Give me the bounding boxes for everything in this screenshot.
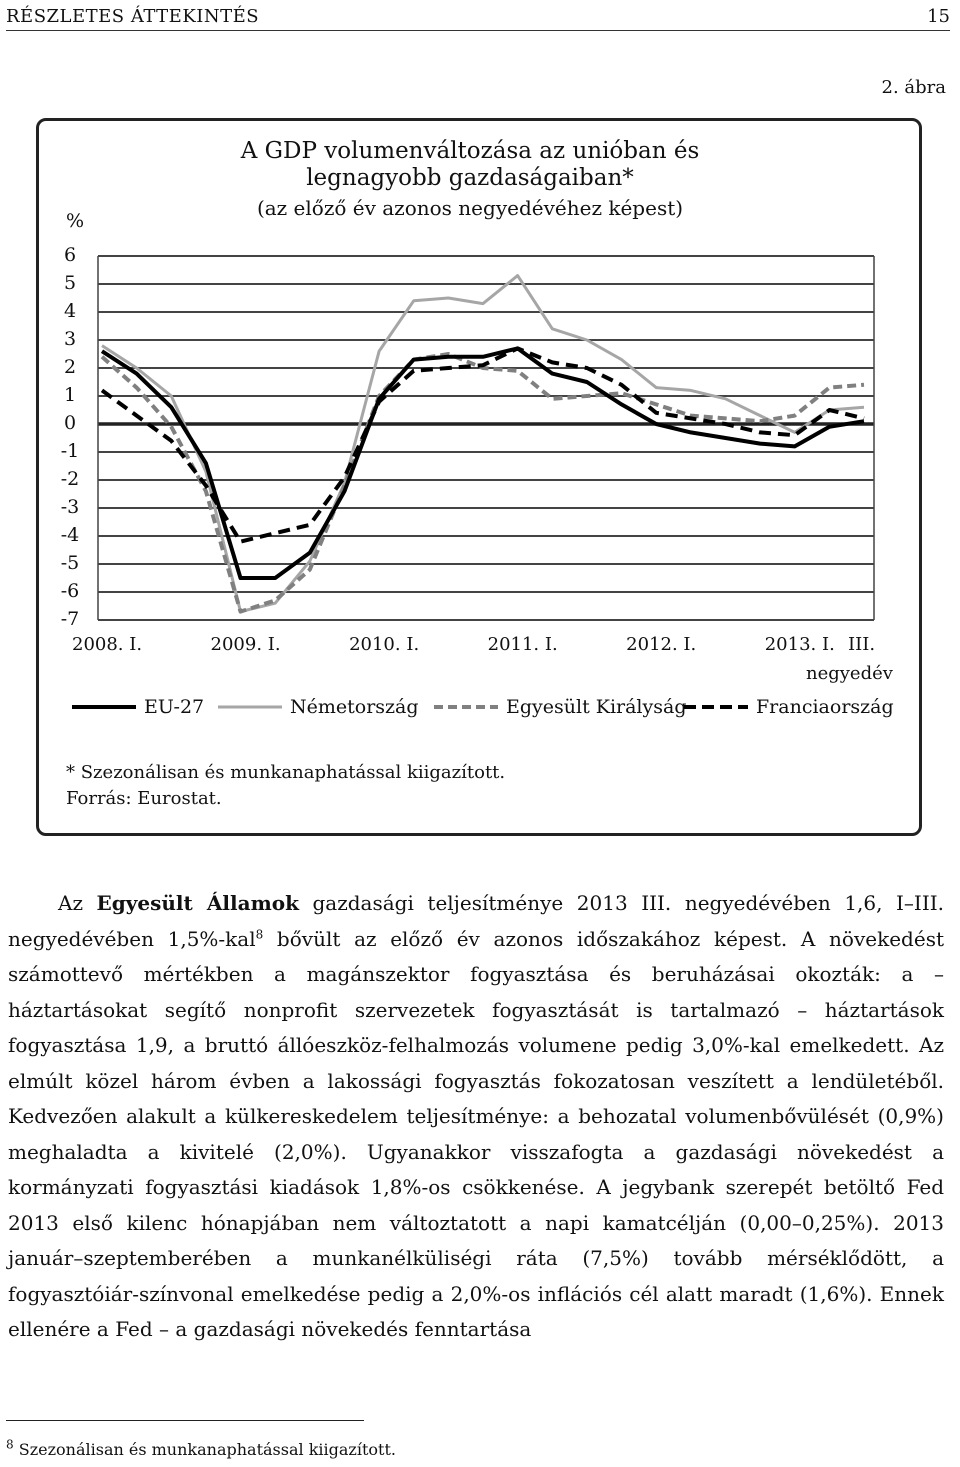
legend-swatch-egyesult-kiralysag xyxy=(434,702,498,712)
legend-item-eu27 xyxy=(72,696,204,718)
y-tick-label: -3 xyxy=(60,496,80,518)
y-tick-label: -1 xyxy=(60,440,80,462)
footnote-ref: 8 xyxy=(255,926,264,941)
legend-item-franciaorszag xyxy=(684,696,894,718)
body-text xyxy=(8,886,944,1348)
emphasis-us: Egyesült Államok xyxy=(96,891,299,915)
section-title: RÉSZLETES ÁTTEKINTÉS xyxy=(6,6,260,27)
footnote-text: Szezonálisan és munkanaphatással kiigazított. xyxy=(13,1440,396,1459)
legend-item-egyesult-kiralysag xyxy=(434,696,686,718)
y-tick-label: -2 xyxy=(60,468,80,490)
y-tick-label: 3 xyxy=(63,328,77,350)
x-tick-label: 2010. I. xyxy=(349,634,420,655)
y-tick-label: 0 xyxy=(63,412,77,434)
legend-item-nemetorszag xyxy=(218,696,419,718)
footnote-number: 8 xyxy=(6,1437,14,1452)
figure-number: 2. ábra xyxy=(881,77,946,98)
legend-label-franciaorszag: Franciaország xyxy=(756,696,894,718)
y-tick-label: 6 xyxy=(63,244,77,266)
legend-label-egyesult-kiralysag: Egyesült Királyság xyxy=(506,696,687,718)
y-axis-unit: % xyxy=(66,210,85,232)
series-line-2 xyxy=(102,354,864,612)
y-tick-label: -7 xyxy=(60,608,80,630)
body-paragraph: Az Egyesült Államok gazdasági teljesítménye 2013 III. negyedévében 1,6, I–III. negyedévében 1,5%-kal$^8$ bővült az előző év azonos időszakához képest. A növekedést számottevő mértékben a magánszektor fogyasztása és beruházásai okozták: a – háztartásokat segítő nonprofit szervezetek fogyasztását is tartalmazó – háztartások fogyasztása 1,9, a bruttó állóeszköz-felhalmozás volumene pedig 3,0%-kal emelkedett. Az elmúlt közel három évben a lakossági fogyasztás fokozatosan veszített a lendületéből. Kedvezően alakult a külkereskedelem teljesítménye: a behozatal volumenbővülését (0,9%) meghaladta a kivitelé (2,0%). Ugyanakkor visszafogta a gazdasági növekedést a kormányzati fogyasztási kiadások 1,8%-os csökkenése. A jegybank szerepét betöltő Fed 2013 első kilenc hónapjában nem változtatott a napi kamatcélján (0,00–0,25%). 2013 január–szeptemberében a munkanélküliségi ráta (7,5%) tovább mérséklődött, a fogyasztóiár-színvonal emelkedése pedig a 2,0%-os inflációs cél alatt maradt (1,6%). Ennek ellenére a Fed – a gazdasági növekedés fenntartása xyxy=(8,891,944,1341)
x-tick-label: 2008. I. xyxy=(72,634,143,655)
legend-label-eu27: EU-27 xyxy=(144,696,205,718)
y-tick-label: 5 xyxy=(63,272,77,294)
legend-swatch-eu27 xyxy=(72,702,136,712)
y-tick-label: 2 xyxy=(63,356,77,378)
y-tick-label: 4 xyxy=(63,300,77,322)
series-line-0 xyxy=(102,348,864,578)
footnote-separator xyxy=(6,1420,364,1421)
chart-title: A GDP volumenváltozása az unióban és legnagyobb gazdaságaiban* xyxy=(240,138,700,191)
y-tick-label: -5 xyxy=(60,552,80,574)
legend-label-nemetorszag: Németország xyxy=(290,696,419,718)
legend-swatch-nemetorszag xyxy=(218,702,282,712)
note-source: Forrás: Eurostat. xyxy=(66,788,222,809)
x-axis-unit: negyedév xyxy=(806,663,893,684)
chart-legend xyxy=(72,696,892,726)
note-seasonal-adjustment: * Szezonálisan és munkanaphatással kiigazított. xyxy=(66,762,506,783)
y-tick-label: 1 xyxy=(63,384,77,406)
x-tick-label: III. xyxy=(848,634,876,655)
x-tick-label: 2011. I. xyxy=(487,634,558,655)
chart-subtitle: (az előző év azonos negyedévéhez képest) xyxy=(256,196,684,220)
x-tick-label: 2013. I. xyxy=(764,634,835,655)
legend-swatch-franciaorszag xyxy=(684,702,748,712)
x-tick-label: 2009. I. xyxy=(210,634,281,655)
x-tick-label: 2012. I. xyxy=(626,634,697,655)
page-number: 15 xyxy=(927,6,950,27)
y-tick-label: -6 xyxy=(60,580,80,602)
footnote xyxy=(6,1437,396,1459)
y-tick-label: -4 xyxy=(60,524,80,546)
